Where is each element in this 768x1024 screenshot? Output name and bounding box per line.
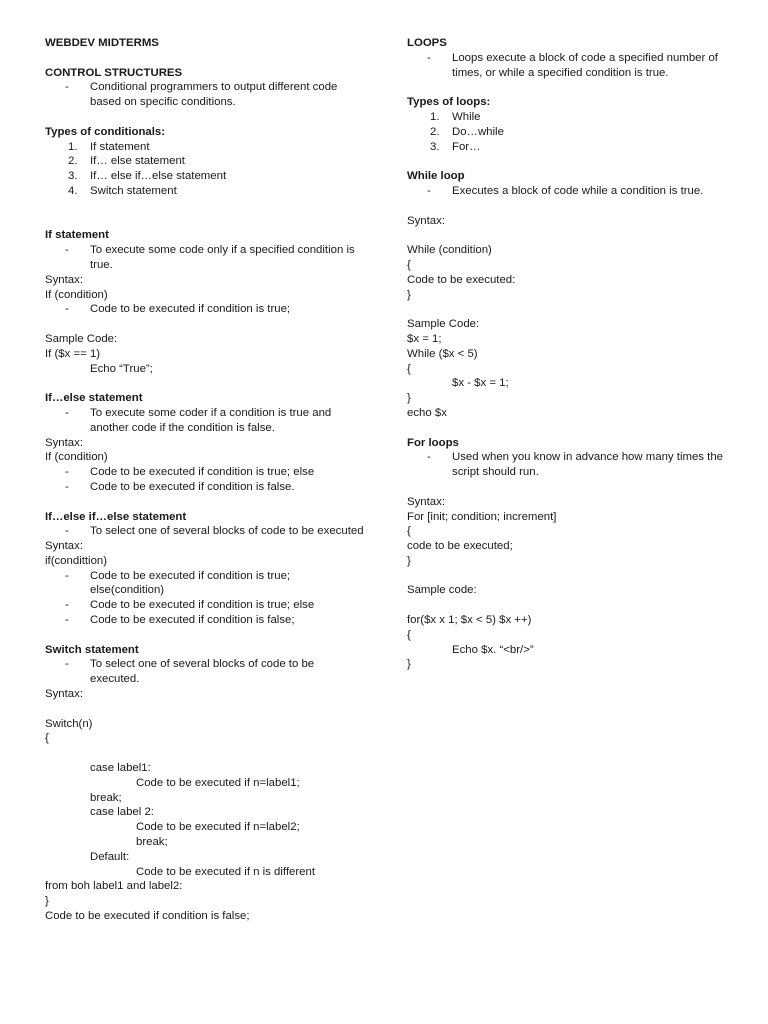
syntax-label: Syntax: (45, 688, 83, 701)
code-line: Echo “True”; (90, 362, 153, 375)
syntax-label: Syntax: (407, 214, 445, 227)
list-item: - To execute some coder if a condition is true and another code if the condition is false. (65, 406, 332, 434)
code-line: { (407, 258, 411, 271)
code-line: echo $x (407, 406, 447, 419)
syntax-label: Syntax: (45, 273, 83, 286)
code-line: break; (90, 791, 122, 804)
sample-code-label: Sample Code: (45, 332, 118, 345)
code-line: code to be executed; (407, 540, 513, 553)
syntax-label: Syntax: (45, 540, 83, 553)
list-item: - Code to be executed if condition is false. (65, 480, 295, 493)
types-of-loops-heading: Types of loops: (407, 96, 491, 109)
types-of-conditionals-heading: Types of conditionals: (45, 125, 166, 138)
code-line: } (407, 554, 411, 567)
code-line: Code to be executed if n=label1; (136, 776, 300, 789)
code-line: Code to be executed if n=label2; (136, 821, 300, 834)
control-structures-heading: CONTROL STRUCTURES (45, 66, 183, 79)
list-item: - Code to be executed if condition is true; else (65, 466, 315, 479)
code-line: Echo $x. “<br/>” (452, 643, 534, 656)
code-line: Switch(n) (45, 717, 93, 730)
code-line: { (45, 732, 49, 745)
list-item: 4. Switch statement (68, 184, 177, 197)
code-line: } (407, 658, 411, 671)
list-item: - Executes a block of code while a condition is true. (427, 184, 704, 197)
list-item: - Code to be executed if condition is false; (65, 614, 295, 627)
code-line: if(condittion) (45, 554, 108, 567)
code-line: $x = 1; (407, 332, 442, 345)
right-column (407, 36, 737, 672)
list-item: - Code to be executed if condition is true; else (65, 599, 315, 612)
document-title: WEBDEV MIDTERMS (45, 37, 159, 49)
code-line: Code to be executed if n is different (136, 865, 315, 878)
code-line: For [init; condition; increment] (407, 510, 557, 523)
loops-heading: LOOPS (407, 37, 447, 49)
list-item: 3. If… else if…else statement (68, 170, 227, 183)
for-loops-heading: For loops (407, 436, 459, 449)
code-line: If (condition) (45, 451, 108, 464)
list-item: - Conditional programmers to output different code based on specific conditions. (65, 81, 338, 109)
code-line: } (407, 392, 411, 405)
list-item: 2. Do…while (430, 125, 504, 138)
code-line: Code to be executed if condition is false; (45, 910, 250, 923)
code-line: { (407, 525, 411, 538)
code-line: { (407, 362, 411, 375)
code-line: break; (136, 836, 168, 849)
code-line: While (condition) (407, 244, 492, 257)
code-line: } (45, 895, 49, 908)
code-line: case label 2: (90, 806, 154, 819)
sample-code-label: Sample code: (407, 584, 477, 597)
switch-statement-heading: Switch statement (45, 643, 139, 656)
while-loop-heading: While loop (407, 170, 465, 183)
code-line: Default: (90, 850, 130, 863)
list-item: 1. While (430, 110, 481, 123)
syntax-label: Syntax: (45, 436, 83, 449)
list-item: 3. For… (430, 140, 481, 153)
list-item: 2. If… else statement (68, 155, 185, 168)
code-line: While ($x < 5) (407, 347, 478, 360)
code-line: { (407, 628, 411, 641)
list-item: 1. If statement (68, 140, 150, 153)
if-else-heading: If…else statement (45, 392, 143, 405)
if-statement-heading: If statement (45, 229, 109, 242)
code-line: Code to be executed: (407, 273, 516, 286)
list-item: - To select one of several blocks of code to be executed. (65, 658, 315, 686)
list-item: - To select one of several blocks of code to be executed (65, 525, 364, 538)
list-item: - Used when you know in advance how many times the script should run. (427, 451, 723, 479)
code-line: case label1: (90, 762, 151, 775)
list-item: - Loops execute a block of code a specified number of times, or while a specified condition is true. (427, 51, 718, 79)
list-item: - Code to be executed if condition is true; else(condition) (65, 569, 291, 597)
list-item: - To execute some code only if a specified condition is true. (65, 244, 355, 271)
code-line: from boh label1 and label2: (45, 880, 183, 893)
code-line: for($x x 1; $x < 5) $x ++) (407, 614, 532, 627)
code-line: If ($x == 1) (45, 347, 101, 360)
code-line: If (condition) (45, 288, 108, 301)
sample-code-label: Sample Code: (407, 318, 480, 331)
if-else-if-heading: If…else if…else statement (45, 510, 187, 523)
code-line: } (407, 288, 411, 301)
syntax-label: Syntax: (407, 495, 445, 508)
left-column (45, 36, 365, 924)
code-line: $x - $x = 1; (452, 377, 509, 390)
list-item: - Code to be executed if condition is true; (65, 303, 291, 316)
